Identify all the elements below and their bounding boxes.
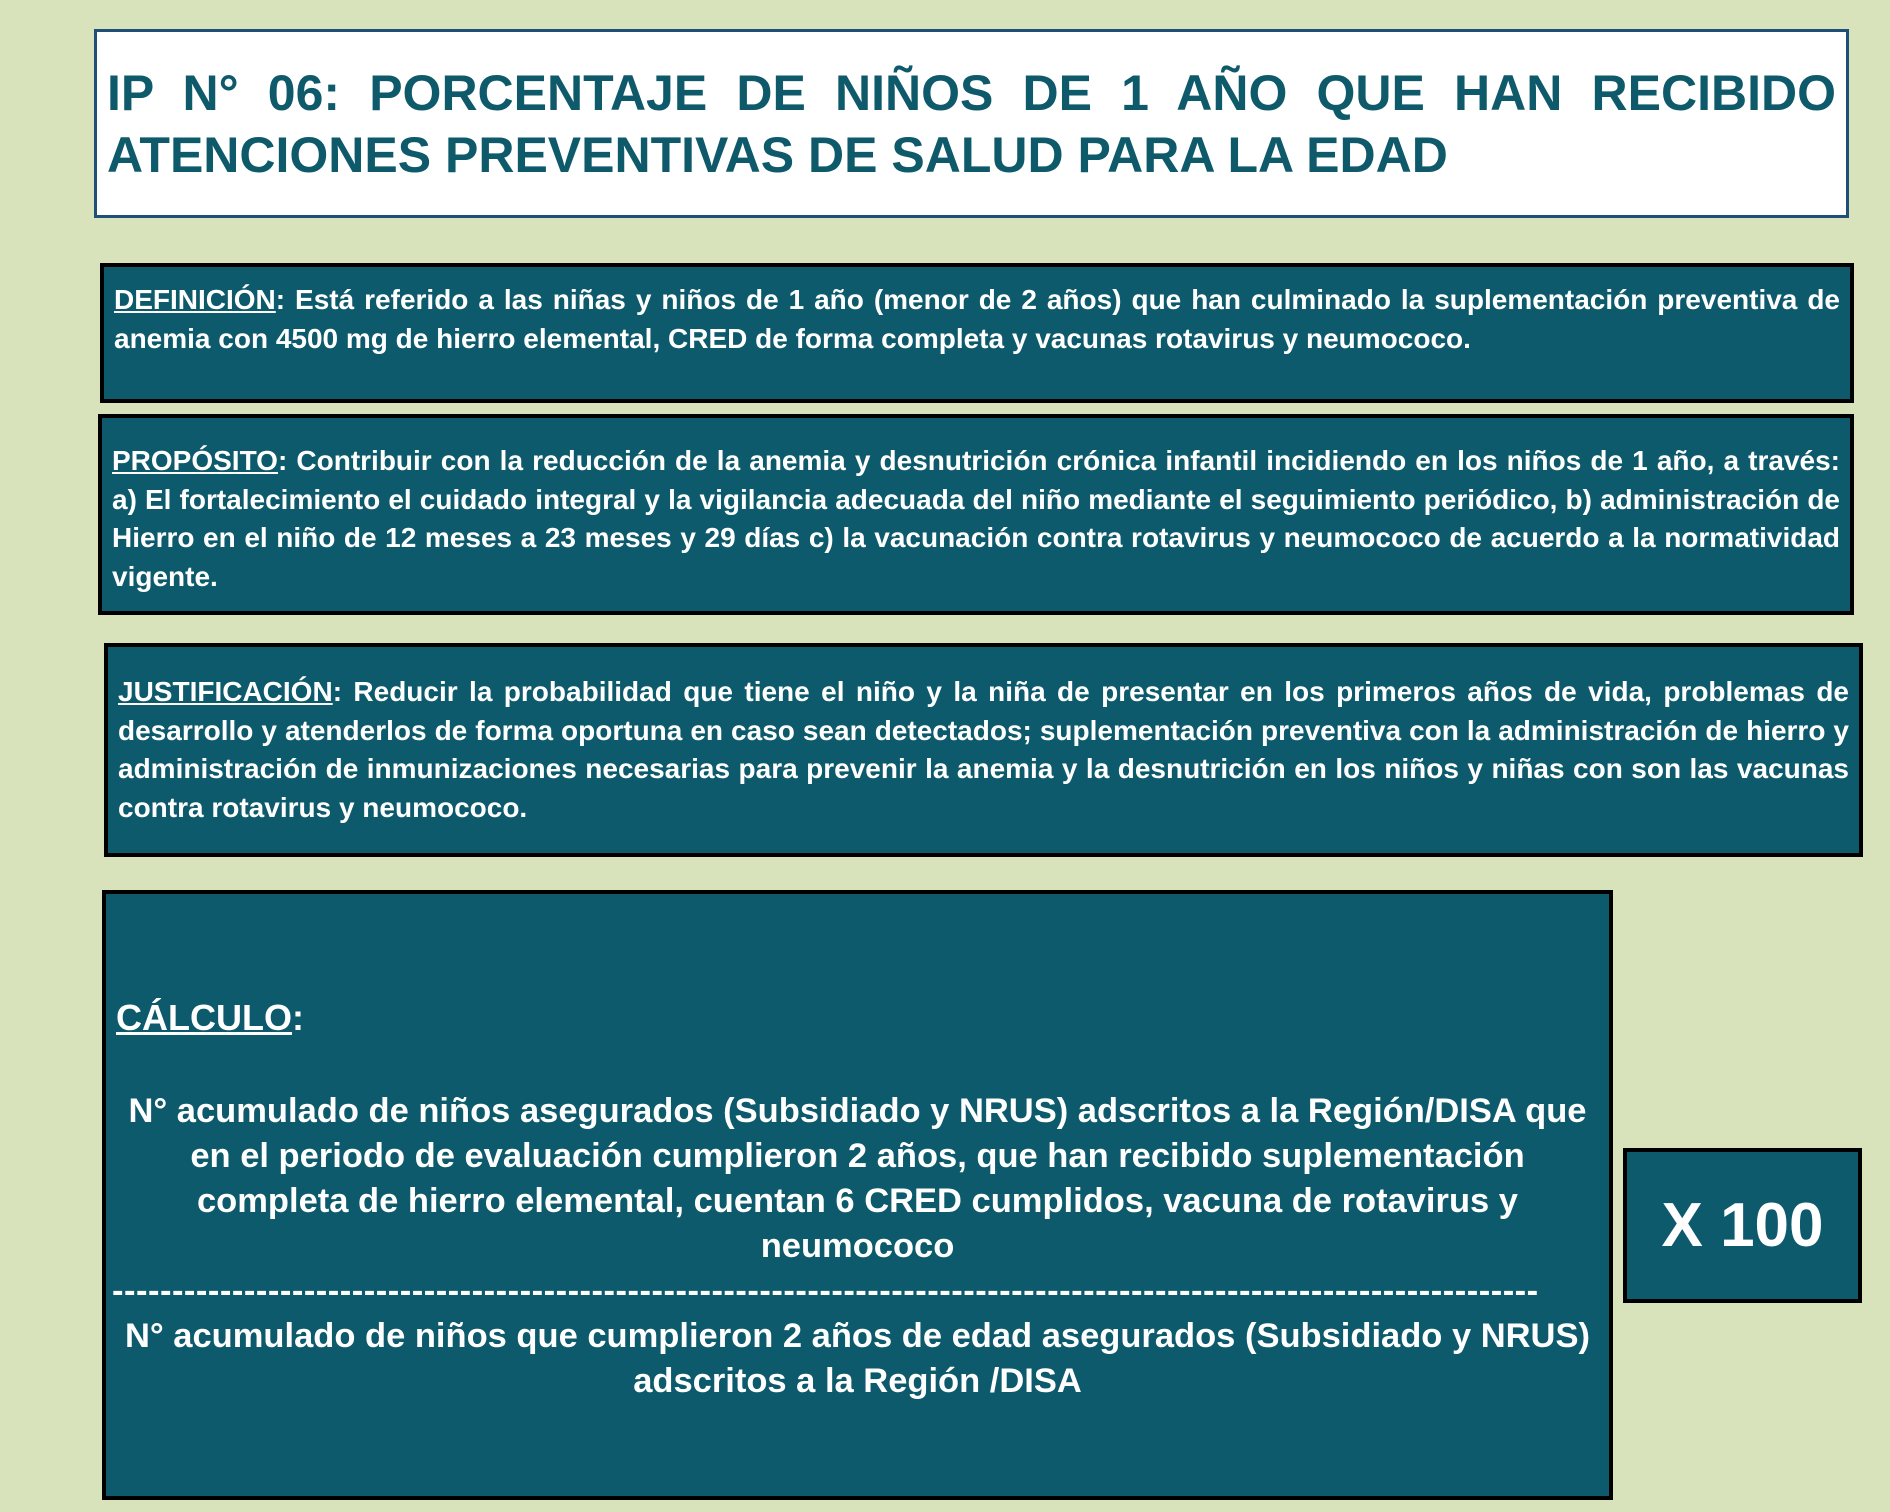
justification-label: JUSTIFICACIÓN bbox=[118, 676, 333, 707]
definition-box bbox=[100, 263, 1854, 403]
definition-body: : Está referido a las niñas y niños de 1 año (menor de 2 años) que han culminado la suplementación preventiva de anemia con 4500 mg de hierro elemental, CRED de forma completa y vacunas rotavirus y neumococo. bbox=[114, 284, 1840, 354]
formula-numerator: N° acumulado de niños asegurados (Subsidiado y NRUS) adscritos a la Región/DISA que en el periodo de evaluación cumplieron 2 años, que han recibido suplementación completa de hierro elemental, cuentan 6 CRED cumplidos, vacuna de rotavirus y neumococo bbox=[128, 1092, 1587, 1265]
calculation-formula bbox=[112, 1089, 1603, 1404]
purpose-box bbox=[98, 414, 1854, 615]
purpose-label: PROPÓSITO bbox=[112, 445, 278, 476]
justification-text bbox=[118, 673, 1849, 827]
calculation-label: CÁLCULO bbox=[116, 997, 292, 1038]
definition-label: DEFINICIÓN bbox=[114, 284, 276, 315]
justification-body: : Reducir la probabilidad que tiene el niño y la niña de presentar en los primeros años de vida, problemas de desarrollo y atenderlos de forma oportuna en caso sean detectados; suplementación preventiva con la administración de hierro y administración de inmunizaciones necesarias para prevenir la anemia y la desnutrición en los niños y niñas con son las vacunas contra rotavirus y neumococo. bbox=[118, 676, 1849, 823]
multiplier-box bbox=[1623, 1148, 1862, 1303]
justification-box bbox=[104, 643, 1863, 857]
purpose-text bbox=[112, 442, 1840, 596]
title-box bbox=[94, 29, 1849, 218]
formula-fraction-line: ----------------------------------------------------------------------------------------------------------------------- bbox=[112, 1272, 1539, 1310]
calculation-box bbox=[102, 890, 1613, 1500]
calculation-title bbox=[116, 996, 304, 1040]
page-title: IP N° 06: PORCENTAJE DE NIÑOS DE 1 AÑO QUE HAN RECIBIDO ATENCIONES PREVENTIVAS DE SALUD PARA LA EDAD bbox=[107, 65, 1836, 183]
formula-denominator: N° acumulado de niños que cumplieron 2 años de edad asegurados (Subsidiado y NRUS) adscritos a la Región /DISA bbox=[125, 1317, 1590, 1400]
purpose-body: : Contribuir con la reducción de la anemia y desnutrición crónica infantil incidiendo en los niños de 1 año, a través: a) El fortalecimiento el cuidado integral y la vigilancia adecuada del niño mediante el seguimiento periódico, b) administración de Hierro en el niño de 12 meses a 23 meses y 29 días c) la vacunación contra rotavirus y neumococo de acuerdo a la normatividad vigente. bbox=[112, 445, 1840, 592]
definition-text bbox=[114, 281, 1840, 358]
calculation-label-suffix: : bbox=[291, 997, 304, 1038]
multiplier-text: X 100 bbox=[1661, 1190, 1824, 1260]
